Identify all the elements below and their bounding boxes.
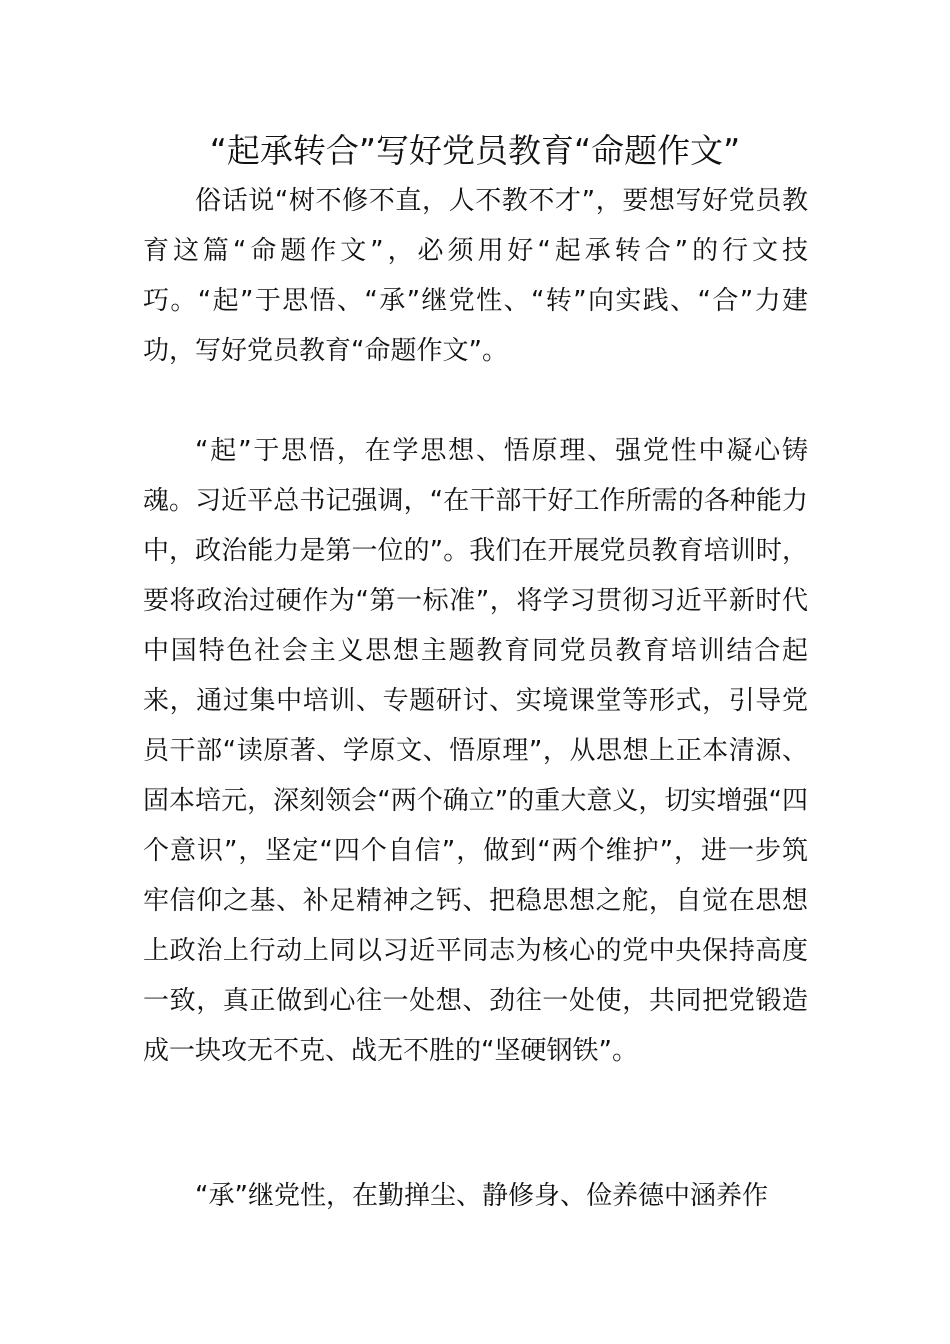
- paragraph-cheng: “承”继党性，在勤掸尘、静修身、俭养德中涵养作: [195, 1181, 768, 1211]
- document-title: “起承转合”写好党员教育“命题作文”: [209, 131, 741, 170]
- paragraph-qi: “起”于思悟，在学思想、悟原理、强党性中凝心铸魂。习近平总书记强调，“在干部干好工作所需的各种能力中，政治能力是第一位的”。我们在开展党员教育培训时，要将政治过硬作为“第一标准”，将学习贯彻习近平新时代中国特色社会主义思想主题教育同党员教育培训结合起来，通过集中培训、专题研讨、实境课堂等形式，引导党员干部“读原著、学原文、悟原理”，从思想上正本清源、固本培元，深刻领会“两个确立”的重大意义，切实增强“四个意识”，坚定“四个自信”，做到“两个维护”，进一步筑牢信仰之基、补足精神之钙、把稳思想之舵，自觉在思想上政治上行动上同以习近平同志为核心的党中央保持高度一致，真正做到心往一处想、劲往一处使，共同把党锻造成一块攻无不克、战无不胜的“坚硬钢铁”。: [143, 436, 808, 1066]
- paragraph-intro: 俗话说“树不修不直，人不教不才”，要想写好党员教育这篇“命题作文”，必须用好“起承转合”的行文技巧。“起”于思悟、“承”继党性、“转”向实践、“合”力建功，写好党员教育“命题作文”。: [143, 186, 808, 366]
